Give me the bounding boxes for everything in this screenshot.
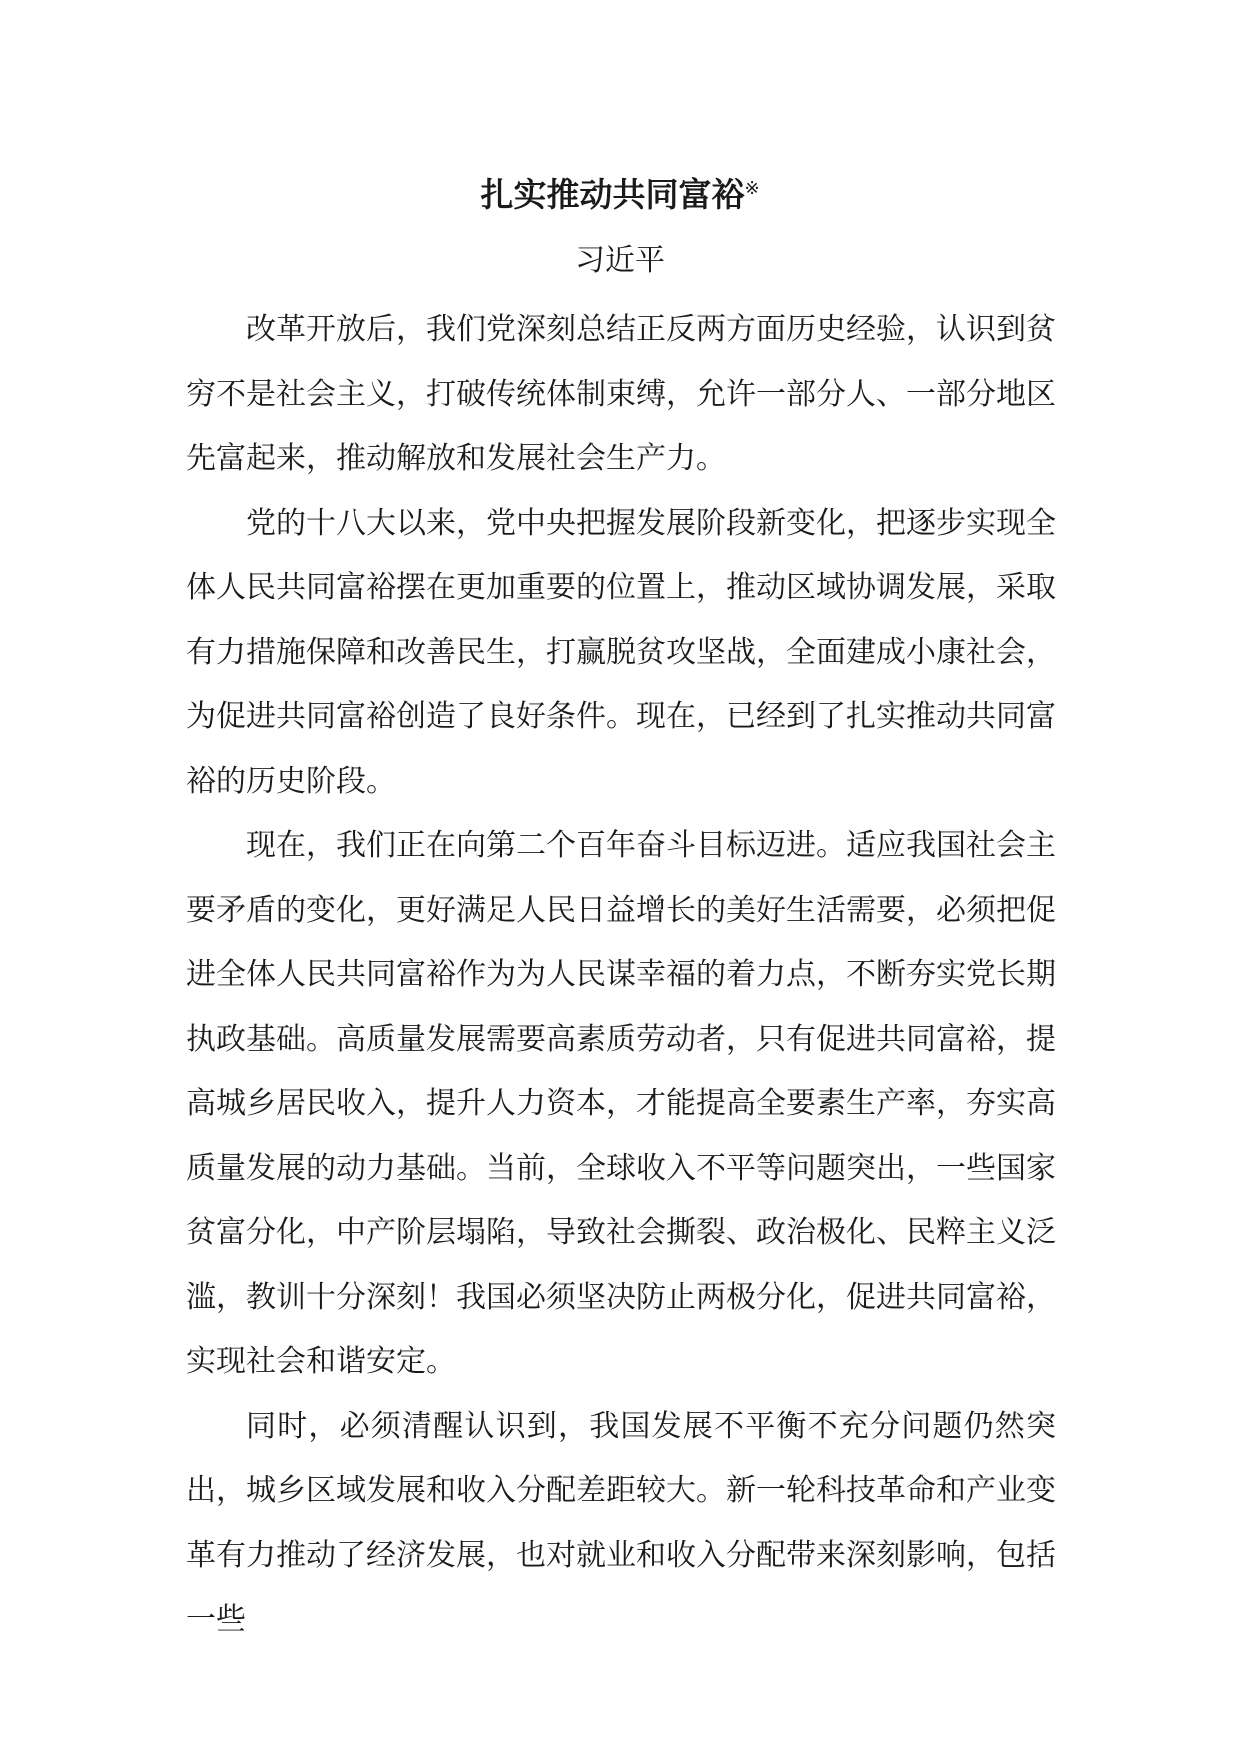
title-text: 扎实推动共同富裕 [480,175,745,214]
paragraph-4: 同时，必须清醒认识到，我国发展不平衡不充分问题仍然突出，城乡区域发展和收入分配差距较大。新一轮科技革命和产业变革有力推动了经济发展，也对就业和收入分配带来深刻影响，包括一些 [186,1408,1056,1637]
document-body [186,298,1056,1653]
document-title [0,170,1240,220]
paragraph-2: 党的十八大以来，党中央把握发展阶段新变化，把逐步实现全体人民共同富裕摆在更加重要的位置上，推动区域协调发展，采取有力措施保障和改善民生，打赢脱贫攻坚战，全面建成小康社会，为促进共同富裕创造了良好条件。现在，已经到了扎实推动共同富裕的历史阶段。 [186,505,1056,799]
paragraph-3: 现在，我们正在向第二个百年奋斗目标迈进。适应我国社会主要矛盾的变化，更好满足人民日益增长的美好生活需要，必须把促进全体人民共同富裕作为为人民谋幸福的着力点，不断夯实党长期执政基础。高质量发展需要高素质劳动者，只有促进共同富裕，提高城乡居民收入，提升人力资本，才能提高全要素生产率，夯实高质量发展的动力基础。当前，全球收入不平等问题突出，一些国家贫富分化，中产阶层塌陷，导致社会撕裂、政治极化、民粹主义泛滥，教训十分深刻！我国必须坚决防止两极分化，促进共同富裕，实现社会和谐安定。 [186,828,1056,1379]
paragraph-1: 改革开放后，我们党深刻总结正反两方面历史经验，认识到贫穷不是社会主义，打破传统体制束缚，允许一部分人、一部分地区先富起来，推动解放和发展社会生产力。 [186,312,1056,476]
title-footnote-mark: ※ [744,178,760,199]
author-name: 习近平 [575,243,665,278]
